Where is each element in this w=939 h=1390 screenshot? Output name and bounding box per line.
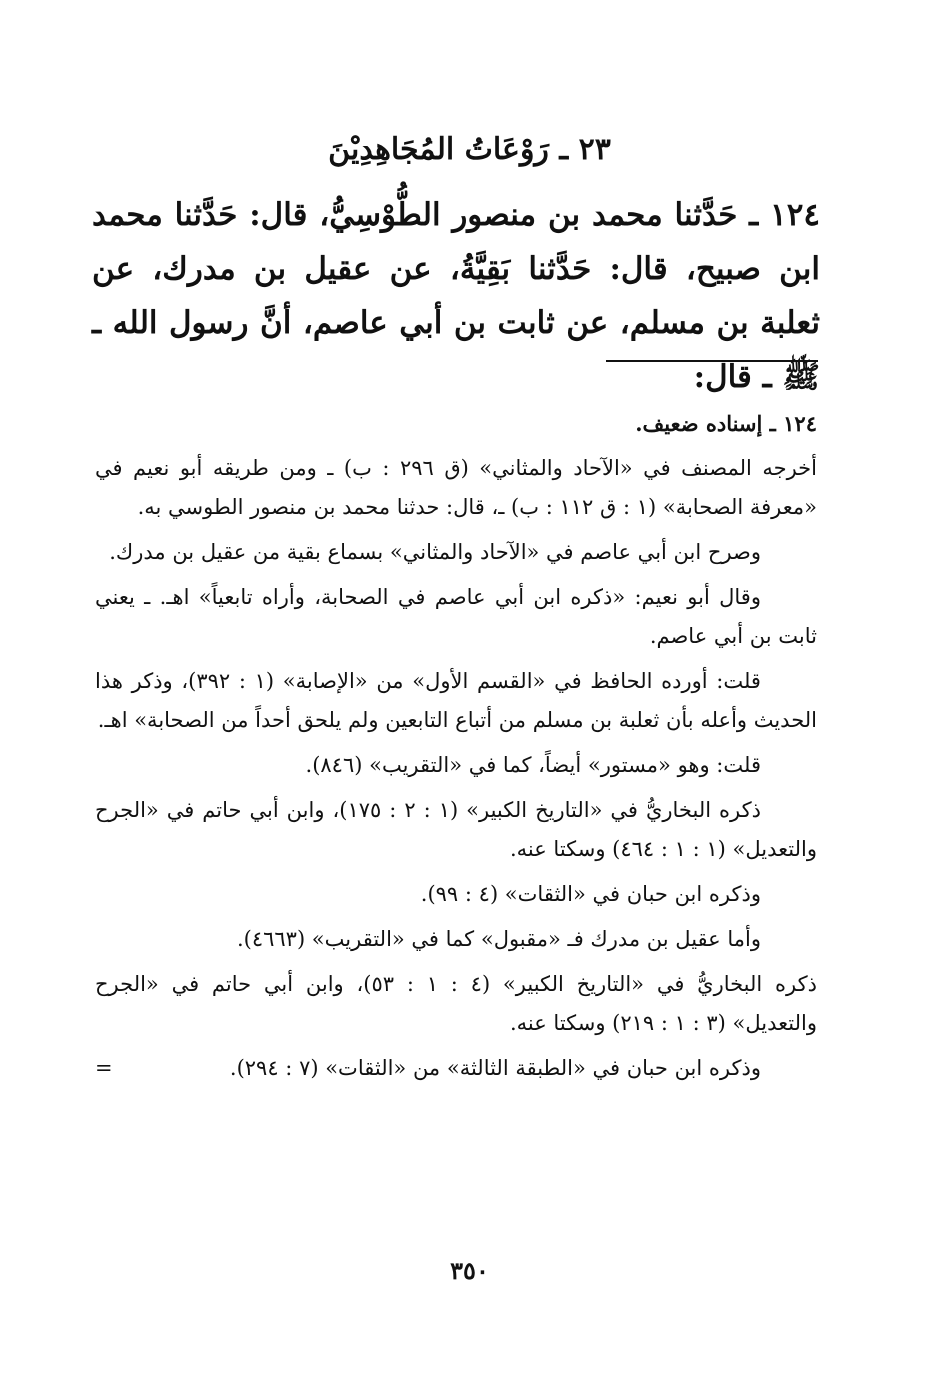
footnote-last-line [95,1049,817,1088]
footnote-paragraph: وذكره ابن حبان في «الطبقة الثالثة» من «الثقات» (٧ : ٢٩٤). [229,1056,761,1080]
chapter-title: ٢٣ ـ رَوْعَاتُ المُجَاهِدِيْنَ [328,132,611,167]
footnote-paragraph: وقال أبو نعيم: «ذكره ابن أبي عاصم في الصحابة، وأراه تابعياً» اهـ. ـ يعني ثابت بن أبي عاصم. [95,585,817,648]
footnotes [95,404,817,1094]
page-number: ٣٥٠ [450,1256,489,1285]
footnote-separator [606,360,818,362]
footnote-title: ١٢٤ ـ إسناده ضعيف. [635,411,817,436]
footnote-paragraph: وصرح ابن أبي عاصم في «الآحاد والمثاني» بسماع بقية من عقيل بن مدرك. [109,540,761,564]
footnote-paragraph: وأما عقيل بن مدرك فـ «مقبول» كما في «التقريب» (٤٦٦٣). [236,927,761,951]
footnote-paragraph: ذكره البخاريُّ في «التاريخ الكبير» (١ : ٢ : ١٧٥)، وابن أبي حاتم في «الجرح والتعديل» (١ : ١ : ٤٦٤) وسكتا عنه. [95,798,817,861]
footnote-paragraph: أخرجه المصنف في «الآحاد والمثاني» (ق ٢٩٦ : ب) ـ ومن طريقه أبو نعيم في «معرفة الصحابة» (١ : ق ١١٢ : ب) ـ، قال: حدثنا محمد بن منصور الطوسي به. [95,456,817,519]
footnote-paragraph: ذكره البخاريُّ في «التاريخ الكبير» (٤ : ١ : ٥٣)، وابن أبي حاتم في «الجرح والتعديل» (٣ : ١ : ٢١٩) وسكتا عنه. [95,972,817,1035]
hadith-text: ١٢٤ ـ حَدَّثنا محمد بن منصور الطُّوْسِيُّ، قال: حَدَّثنا محمد ابن صبيح، قال: حَدَّثنا بَقِيَّةُ، عن عقيل بن مدرك، عن ثعلبة بن مسلم، عن ثابت بن أبي عاصم، أنَّ رسول الله ـ ﷺ ـ قال: [92,197,820,395]
footnote-paragraph: قلت: أورده الحافظ في «القسم الأول» من «الإصابة» (١ : ٣٩٢)، وذكر هذا الحديث وأعله بأن ثعلبة بن مسلم من أتباع التابعين ولم يلحق أحداً من الصحابة» اهـ. [95,669,817,732]
footnote-paragraph: وذكره ابن حبان في «الثقات» (٤ : ٩٩). [420,882,761,906]
continuation-mark: = [95,1056,113,1080]
footnote-paragraph: قلت: وهو «مستور» أيضاً، كما في «التقريب» (٨٤٦). [305,753,761,777]
